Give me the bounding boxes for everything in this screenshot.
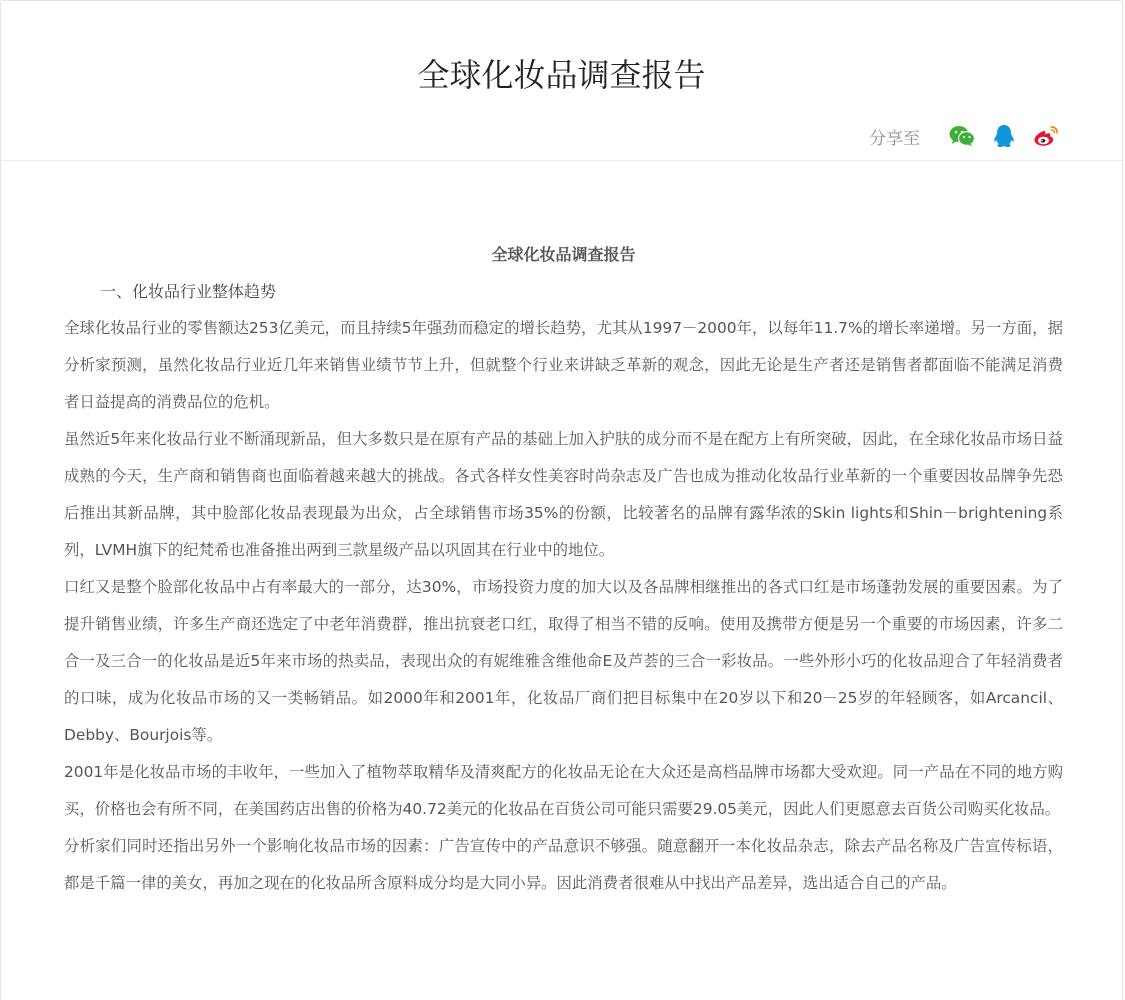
article-body <box>64 237 1063 902</box>
article-paragraph: 虽然近5年来化妆品行业不断涌现新品，但大多数只是在原有产品的基础上加入护肤的成分而不是在配方上有所突破，因此，在全球化妆品市场日益成熟的今天，生产商和销售商也面临着越来越大的挑战。各式各样女性美容时尚杂志及广告也成为推动化妆品行业革新的一个重要因妆品牌争先恐后推出其新品牌，其中脸部化妆品表现最为出众，占全球销售市场35%的份额，比较著名的品牌有露华浓的Skin lights和Shin－brightening系列，LVMH旗下的纪梵希也准备推出两到三款星级产品以巩固其在行业中的地位。 <box>64 430 1063 559</box>
article-paragraph: 2001年是化妆品市场的丰收年，一些加入了植物萃取精华及清爽配方的化妆品无论在大众还是高档品牌市场都大受欢迎。同一产品在不同的地方购买，价格也会有所不同，在美国药店出售的价格为40.72美元的化妆品在百货公司可能只需要29.05美元，因此人们更愿意去百货公司购买化妆品。 <box>64 763 1063 818</box>
share-bar <box>869 121 1060 151</box>
wechat-icon <box>949 125 975 147</box>
article-title: 全球化妆品调查报告 <box>491 245 636 264</box>
article-paragraph: 口红又是整个脸部化妆品中占有率最大的一部分，达30%，市场投资力度的加大以及各品牌相继推出的各式口红是市场蓬勃发展的重要因素。为了提升销售业绩，许多生产商还选定了中老年消费群，推出抗衰老口红，取得了相当不错的反响。使用及携带方便是另一个重要的市场因素，许多二合一及三合一的化妆品是近5年来市场的热卖品，表现出众的有妮维雅含维他命E及芦荟的三合一彩妆品。一些外形小巧的化妆品迎合了年轻消费者的口味，成为化妆品市场的又一类畅销品。如2000年和2001年，化妆品厂商们把目标集中在20岁以下和20－25岁的年轻顾客，如Arcancil、Debby、Bourjois等。 <box>64 578 1063 744</box>
qq-icon <box>993 124 1015 148</box>
share-weibo-button[interactable] <box>1032 122 1060 150</box>
document-header <box>1 1 1122 161</box>
article-paragraph: 分析家们同时还指出另外一个影响化妆品市场的因素：广告宣传中的产品意识不够强。随意翻开一本化妆品杂志，除去产品名称及广告宣传标语，都是千篇一律的美女，再加之现在的化妆品所含原料成分均是大同小异。因此消费者很难从中找出产品差异，选出适合自己的产品。 <box>64 837 1063 892</box>
share-label: 分享至 <box>869 128 920 149</box>
weibo-icon <box>1033 125 1059 147</box>
section-heading: 一、化妆品行业整体趋势 <box>100 282 277 301</box>
share-qq-button[interactable] <box>990 122 1018 150</box>
share-wechat-button[interactable] <box>948 122 976 150</box>
page-title: 全球化妆品调查报告 <box>417 56 706 94</box>
article-paragraph: 全球化妆品行业的零售额达253亿美元，而且持续5年强劲而稳定的增长趋势，尤其从1997－2000年，以每年11.7%的增长率递增。另一方面，据分析家预测，虽然化妆品行业近几年来销售业绩节节上升，但就整个行业来讲缺乏革新的观念，因此无论是生产者还是销售者都面临不能满足消费者日益提高的消费品位的危机。 <box>64 319 1063 411</box>
